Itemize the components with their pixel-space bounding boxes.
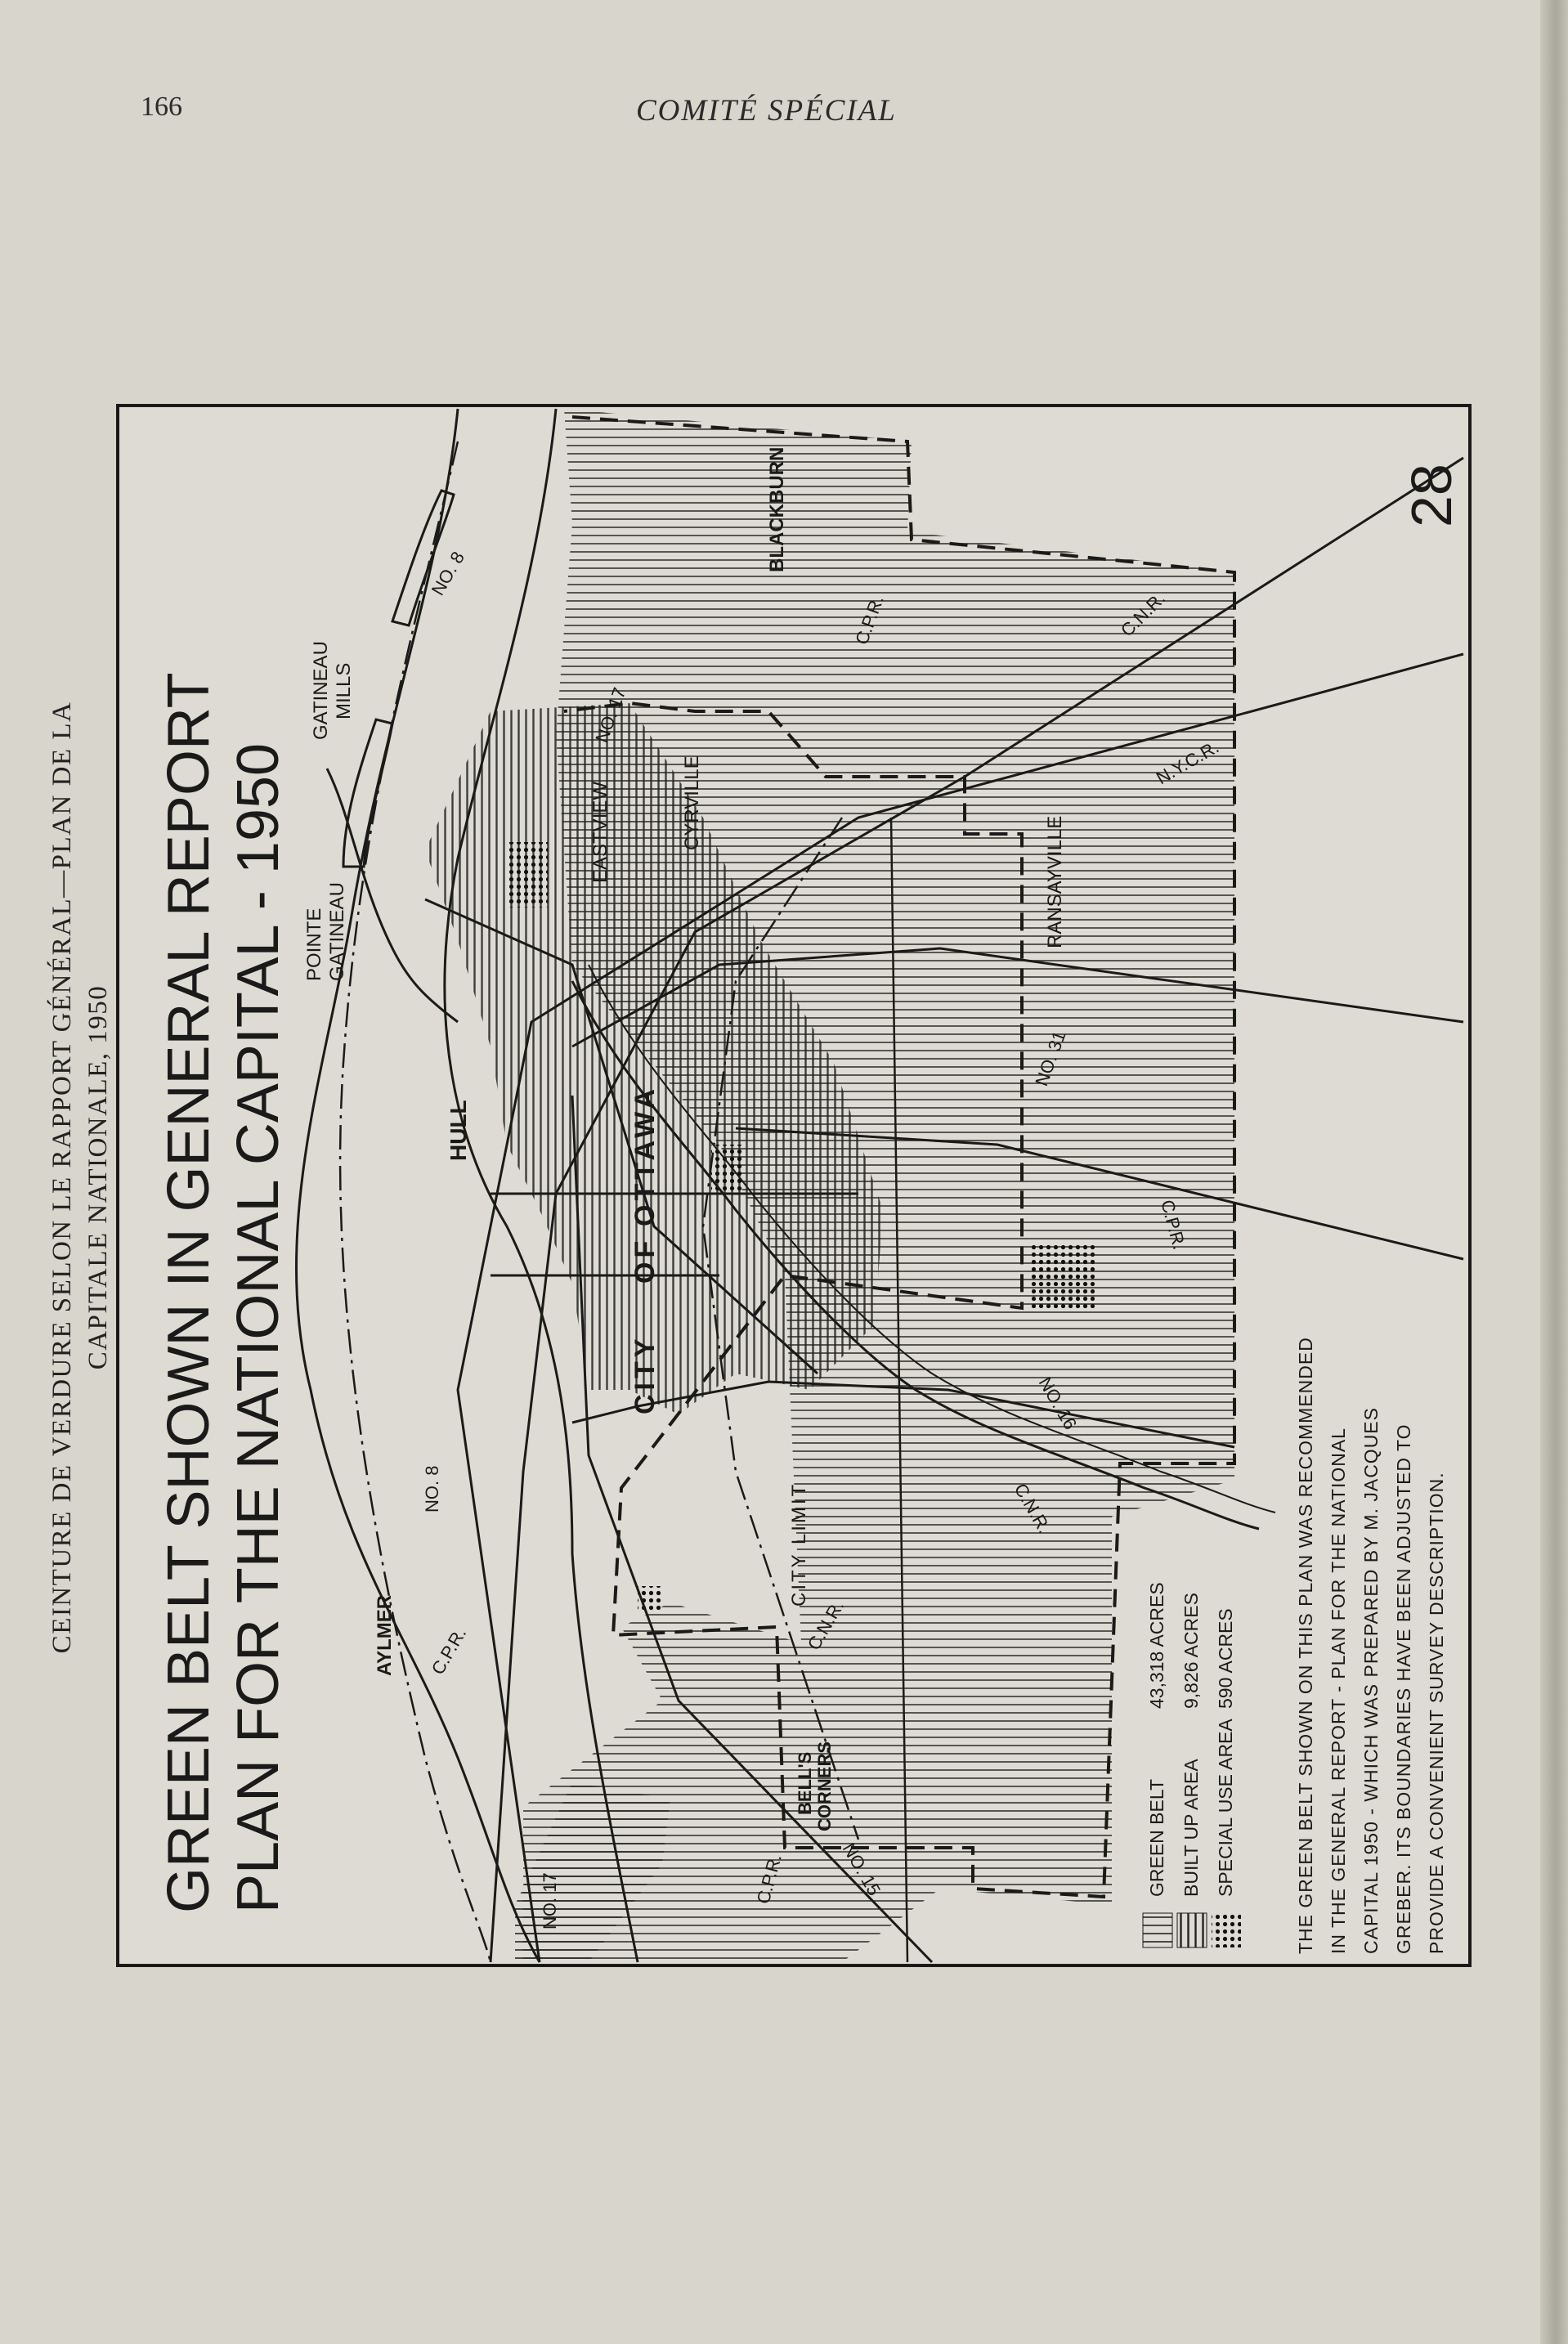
legend-green-belt-label: GREEN BELT <box>1146 1779 1167 1897</box>
place-cyrville: CYRVILLE <box>681 755 703 850</box>
place-aylmer: AYLMER <box>374 1594 396 1676</box>
road-no17-west: NO. 17 <box>540 1872 560 1929</box>
road-no17-east: NO. 17 <box>591 684 630 746</box>
place-pointe-gatineau-2: GATINEAU <box>326 882 348 981</box>
place-gatineau-mills-1: GATINEAU <box>310 641 332 740</box>
rail-cnr-south: C.N.R. <box>1010 1480 1055 1537</box>
place-city-of-ottawa-city: CITY <box>629 1334 661 1414</box>
rail-nycr: N.Y.C.R. <box>1153 736 1223 789</box>
road-no8-west: NO. 8 <box>422 1465 442 1513</box>
rail-cpr-south: C.P.R. <box>1157 1197 1190 1253</box>
place-blackburn: BLACKBURN <box>766 446 788 572</box>
legend-special-use-value: 590 ACRES <box>1215 1608 1236 1709</box>
road-no31: NO. 31 <box>1031 1028 1070 1089</box>
special-use-area-4 <box>1030 1243 1095 1308</box>
place-pointe-gatineau-1: POINTE <box>303 908 325 981</box>
legend-special-use-label: SPECIAL USE AREA <box>1215 1719 1236 1897</box>
place-city-limit: CITY LIMIT <box>788 1481 810 1607</box>
rail-cnr-west: C.N.R. <box>803 1596 849 1654</box>
place-ransayville: RANSAYVILLE <box>1044 815 1066 948</box>
legend-built-up-value: 9,826 ACRES <box>1180 1593 1202 1709</box>
place-bells-corners-1: BELL'S <box>795 1751 815 1815</box>
rail-cpr-east: C.P.R. <box>851 592 888 648</box>
road-no16: NO. 16 <box>1034 1374 1082 1433</box>
caption-line-2: CAPITALE NATIONALE, 1950 <box>83 984 113 1370</box>
map-title-line-2: PLAN FOR THE NATIONAL CAPITAL - 1950 <box>226 742 291 1913</box>
rail-cpr-west: C.P.R. <box>427 1624 471 1678</box>
caption-line-1: CEINTURE DE VERDURE SELON LE RAPPORT GÉNÉRAL—PLAN DE LA <box>47 701 77 1654</box>
legend-green-belt-value: 43,318 ACRES <box>1146 1582 1167 1709</box>
place-hull: HULL <box>446 1100 471 1161</box>
note-line-2: IN THE GENERAL REPORT - PLAN FOR THE NATIONAL <box>1328 1427 1349 1954</box>
map-title-line-1: GREEN BELT SHOWN IN GENERAL REPORT <box>156 672 222 1913</box>
running-title: COMITÉ SPÉCIAL <box>636 94 897 128</box>
legend-swatch-green-belt <box>1143 1913 1172 1947</box>
place-gatineau-mills-2: MILLS <box>333 662 355 719</box>
legend-swatch-special-use <box>1212 1913 1241 1947</box>
note-line-4: GREBER. ITS BOUNDARIES HAVE BEEN ADJUSTED TO <box>1393 1423 1414 1954</box>
place-eastview: EASTVIEW <box>589 781 612 883</box>
note-line-1: THE GREEN BELT SHOWN ON THIS PLAN WAS RECOMMENDED <box>1295 1337 1316 1954</box>
road-no15: NO. 15 <box>838 1840 885 1899</box>
page-edge-shadow <box>1540 0 1568 2344</box>
place-city-of-ottawa-of: OF <box>629 1236 661 1284</box>
legend-swatch-built-up <box>1177 1913 1207 1947</box>
note-line-3: CAPITAL 1950 - WHICH WAS PREPARED BY M. JACQUES <box>1360 1407 1382 1954</box>
place-bells-corners-2: CORNERS <box>814 1741 835 1831</box>
rail-cpr-southwest: C.P.R. <box>752 1851 786 1907</box>
place-city-of-ottawa-ottawa: OTTAWA <box>629 1085 661 1226</box>
special-use-area-1 <box>507 842 548 908</box>
note-line-5: PROVIDE A CONVENIENT SURVEY DESCRIPTION. <box>1426 1472 1447 1954</box>
legend-built-up-label: BUILT UP AREA <box>1180 1759 1202 1897</box>
road-no8-north: NO. 8 <box>427 548 469 599</box>
rail-cnr-east: C.N.R. <box>1116 588 1170 641</box>
plate-number: 28 <box>1400 464 1463 527</box>
page-number: 166 <box>141 92 182 122</box>
